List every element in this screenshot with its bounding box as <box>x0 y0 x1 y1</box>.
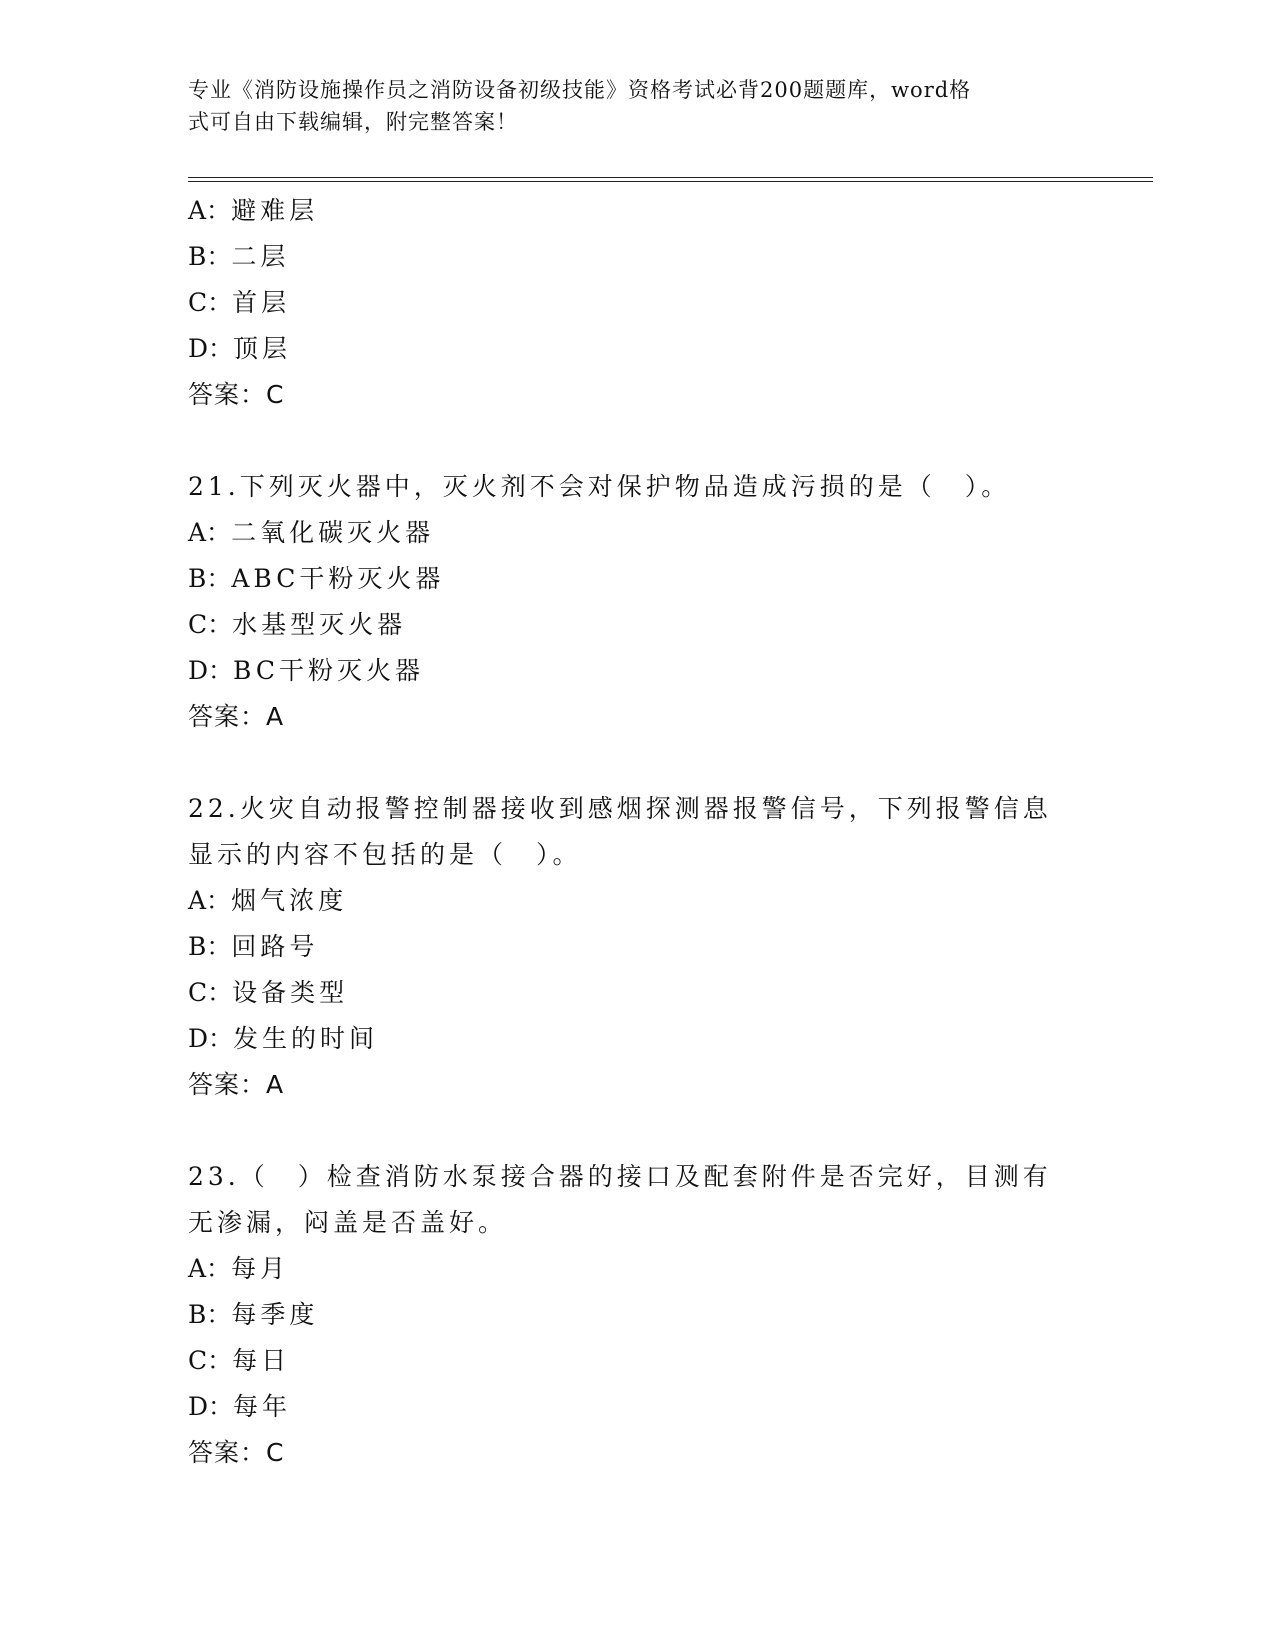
title-line-2: 式可自由下载编辑，附完整答案！ <box>188 110 518 134</box>
spacer <box>188 418 1078 464</box>
document-title <box>188 74 1078 138</box>
answer-line: 答案：C <box>188 380 285 409</box>
question-stem: 21.下列灭火器中，灭火剂不会对保护物品造成污损的是（ ）。 <box>188 472 1011 501</box>
option-a: A：二氧化碳灭火器 <box>188 518 435 547</box>
option-a: A：烟气浓度 <box>188 886 348 915</box>
answer-line: 答案：A <box>188 702 285 731</box>
option-a: A：避难层 <box>188 196 319 225</box>
question-21 <box>188 464 1078 740</box>
option-c: C：每日 <box>188 1346 291 1375</box>
question-stem: 23.（ ）检查消防水泵接合器的接口及配套附件是否完好，目测有无渗漏，闷盖是否盖好。 <box>188 1162 1052 1237</box>
option-b: B：二层 <box>188 242 290 271</box>
spacer <box>188 740 1078 786</box>
question-stem: 22.火灾自动报警控制器接收到感烟探测器报警信号，下列报警信息显示的内容不包括的是（ ）。 <box>188 794 1052 869</box>
option-d: D：顶层 <box>188 334 292 363</box>
option-c: C：水基型灭火器 <box>188 610 407 639</box>
header-divider <box>188 177 1153 182</box>
option-d: D：发生的时间 <box>188 1024 379 1053</box>
option-b: B：回路号 <box>188 932 319 961</box>
question-20-continued <box>188 188 1078 418</box>
option-c: C：设备类型 <box>188 978 349 1007</box>
option-c: C：首层 <box>188 288 291 317</box>
option-d: D：BC干粉灭火器 <box>188 656 425 685</box>
title-line-1: 专业《消防设施操作员之消防设备初级技能》资格考试必背200题题库，word格 <box>188 78 972 102</box>
spacer <box>188 1108 1078 1154</box>
option-a: A：每月 <box>188 1254 290 1283</box>
document-body <box>188 188 1078 1476</box>
answer-line: 答案：C <box>188 1438 285 1467</box>
question-23 <box>188 1154 1078 1476</box>
answer-line: 答案：A <box>188 1070 285 1099</box>
option-d: D：每年 <box>188 1392 292 1421</box>
question-22 <box>188 786 1078 1108</box>
option-b: B：ABC干粉灭火器 <box>188 564 445 593</box>
option-b: B：每季度 <box>188 1300 319 1329</box>
